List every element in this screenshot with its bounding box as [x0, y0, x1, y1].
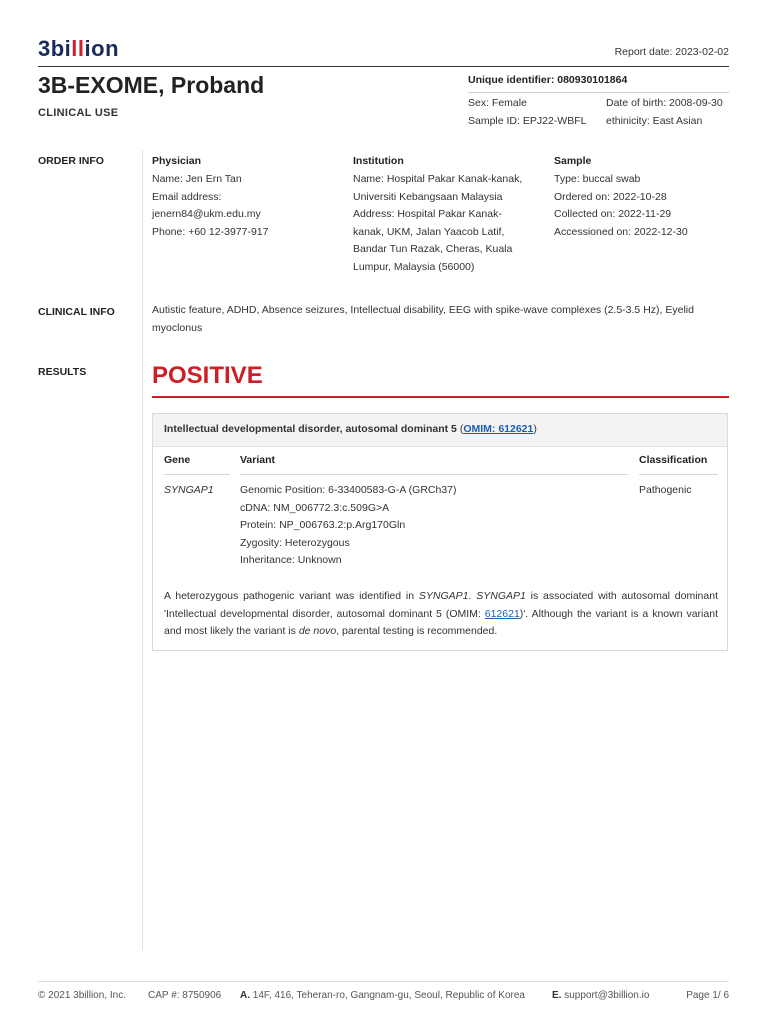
- sample-type: Type: buccal swab: [554, 173, 641, 185]
- institution-line: Name: Hospital Pakar Kanak-kanak,: [353, 173, 523, 185]
- logo-text: 3bi: [38, 36, 72, 61]
- footer-cap: CAP #: 8750906: [148, 990, 222, 1001]
- institution-heading: Institution: [353, 155, 404, 167]
- variant-column-header: Variant: [240, 454, 276, 466]
- patient-ethnicity: ethinicity: East Asian: [606, 115, 703, 127]
- clinical-info-line: Autistic feature, ADHD, Absence seizures, Intellectual disability, EEG with spike-wave complexes (2.5-3.5 Hz), Eyelid: [152, 304, 694, 316]
- physician-email[interactable]: jenern84@ukm.edu.my: [152, 208, 261, 220]
- para-text: , parental testing is recommended.: [336, 625, 498, 637]
- sample-heading: Sample: [554, 155, 592, 167]
- footer-address: [240, 990, 525, 1001]
- physician-column: [152, 155, 268, 241]
- section-divider: [142, 150, 143, 950]
- classification-column-header: Classification: [639, 454, 708, 466]
- variant-zygosity: Zygosity: Heterozygous: [240, 536, 350, 549]
- para-text: )'. Although the variant is a known variant and most likely the variant is: [164, 607, 718, 637]
- result-status-underline: [152, 396, 729, 398]
- footer-email: [552, 990, 649, 1001]
- omim-inline-link[interactable]: 612621: [484, 607, 520, 620]
- unique-identifier: Unique identifier: 080930101864: [468, 74, 628, 86]
- variant-card-header: [153, 414, 727, 447]
- sample-column: [554, 155, 688, 241]
- variant-classification: Pathogenic: [639, 484, 692, 496]
- sample-accessioned: Accessioned on: 2022-12-30: [554, 225, 688, 238]
- footer-email-text[interactable]: support@3billion.io: [564, 990, 650, 1001]
- institution-line: Lumpur, Malaysia (56000): [353, 260, 475, 273]
- logo-text-end: ion: [84, 36, 120, 61]
- para-text: A heterozygous pathogenic variant was identified in: [164, 590, 419, 602]
- footer-page-number: Page 1/ 6: [686, 990, 729, 1001]
- logo-accent: ll: [71, 36, 85, 61]
- footer-address-text: 14F, 416, Teheran-ro, Gangnam-gu, Seoul, Republic of Korea: [252, 990, 525, 1001]
- institution-line: Bandar Tun Razak, Cheras, Kuala: [353, 243, 513, 255]
- company-logo: [38, 36, 119, 62]
- variant-protein: Protein: NP_006763.2:p.Arg170Gln: [240, 519, 406, 531]
- para-text: .: [468, 590, 477, 602]
- result-status: POSITIVE: [152, 362, 263, 389]
- institution-column: [353, 155, 522, 276]
- footer-email-label: E.: [552, 990, 562, 1001]
- institution-line: kanak, UKM, Jalan Yaacob Latif,: [353, 225, 505, 238]
- variant-genomic-position: Genomic Position: 6-33400583-G-A (GRCh37): [240, 484, 457, 496]
- physician-name: Name: Jen Ern Tan: [152, 173, 242, 185]
- variant-card: [152, 413, 728, 651]
- results-label: RESULTS: [38, 366, 87, 378]
- gene-name: SYNGAP1: [164, 484, 214, 496]
- variant-header-rule: [240, 474, 628, 475]
- disorder-title: Intellectual developmental disorder, autosomal dominant 5 (OMIM: 612621): [164, 423, 537, 435]
- identifier-divider: [468, 92, 729, 93]
- variant-details: [240, 482, 457, 570]
- report-date: Report date: 2023-02-02: [614, 46, 729, 58]
- footer-copyright: © 2021 3billion, Inc.: [38, 990, 126, 1001]
- report-title: 3B-EXOME, Proband: [38, 72, 265, 98]
- sample-collected: Collected on: 2022-11-29: [554, 208, 672, 220]
- sample-ordered: Ordered on: 2022-10-28: [554, 190, 667, 203]
- disorder-name: Intellectual developmental disorder, autosomal dominant 5: [164, 423, 457, 435]
- report-subtitle: CLINICAL USE: [38, 107, 119, 119]
- institution-line: Address: Hospital Pakar Kanak-: [353, 208, 502, 220]
- clinical-info-label: CLINICAL INFO: [38, 306, 115, 318]
- omim-link[interactable]: OMIM: 612621: [463, 423, 534, 435]
- order-info-label: ORDER INFO: [38, 155, 104, 167]
- footer-divider: [38, 981, 729, 982]
- para-gene: SYNGAP1: [476, 590, 526, 602]
- variant-cdna: cDNA: NM_006772.3:c.509G>A: [240, 501, 390, 514]
- clinical-info-text: [152, 302, 728, 337]
- footer-address-label: A.: [240, 990, 250, 1001]
- patient-dob: Date of birth: 2008-09-30: [606, 97, 723, 109]
- para-emphasis: de novo: [298, 625, 337, 637]
- header-divider: [38, 66, 729, 67]
- institution-line: Universiti Kebangsaan Malaysia: [353, 190, 503, 203]
- variant-inheritance: Inheritance: Unknown: [240, 554, 342, 566]
- physician-email-label: Email address:: [152, 190, 222, 203]
- interpretation-paragraph: [164, 588, 718, 641]
- clinical-info-line: myoclonus: [152, 321, 203, 334]
- patient-sex: Sex: Female: [468, 97, 527, 109]
- classification-header-rule: [639, 474, 718, 475]
- para-gene: SYNGAP1: [418, 590, 469, 602]
- physician-phone: Phone: +60 12-3977-917: [152, 225, 269, 238]
- para-text: is associated with autosomal dominant 'Intellectual developmental disorder, autosomal dominant 5 (OMIM:: [164, 590, 718, 620]
- gene-header-rule: [164, 474, 230, 475]
- sample-id: Sample ID: EPJ22-WBFL: [468, 115, 587, 127]
- physician-heading: Physician: [152, 155, 202, 167]
- gene-column-header: Gene: [164, 454, 191, 466]
